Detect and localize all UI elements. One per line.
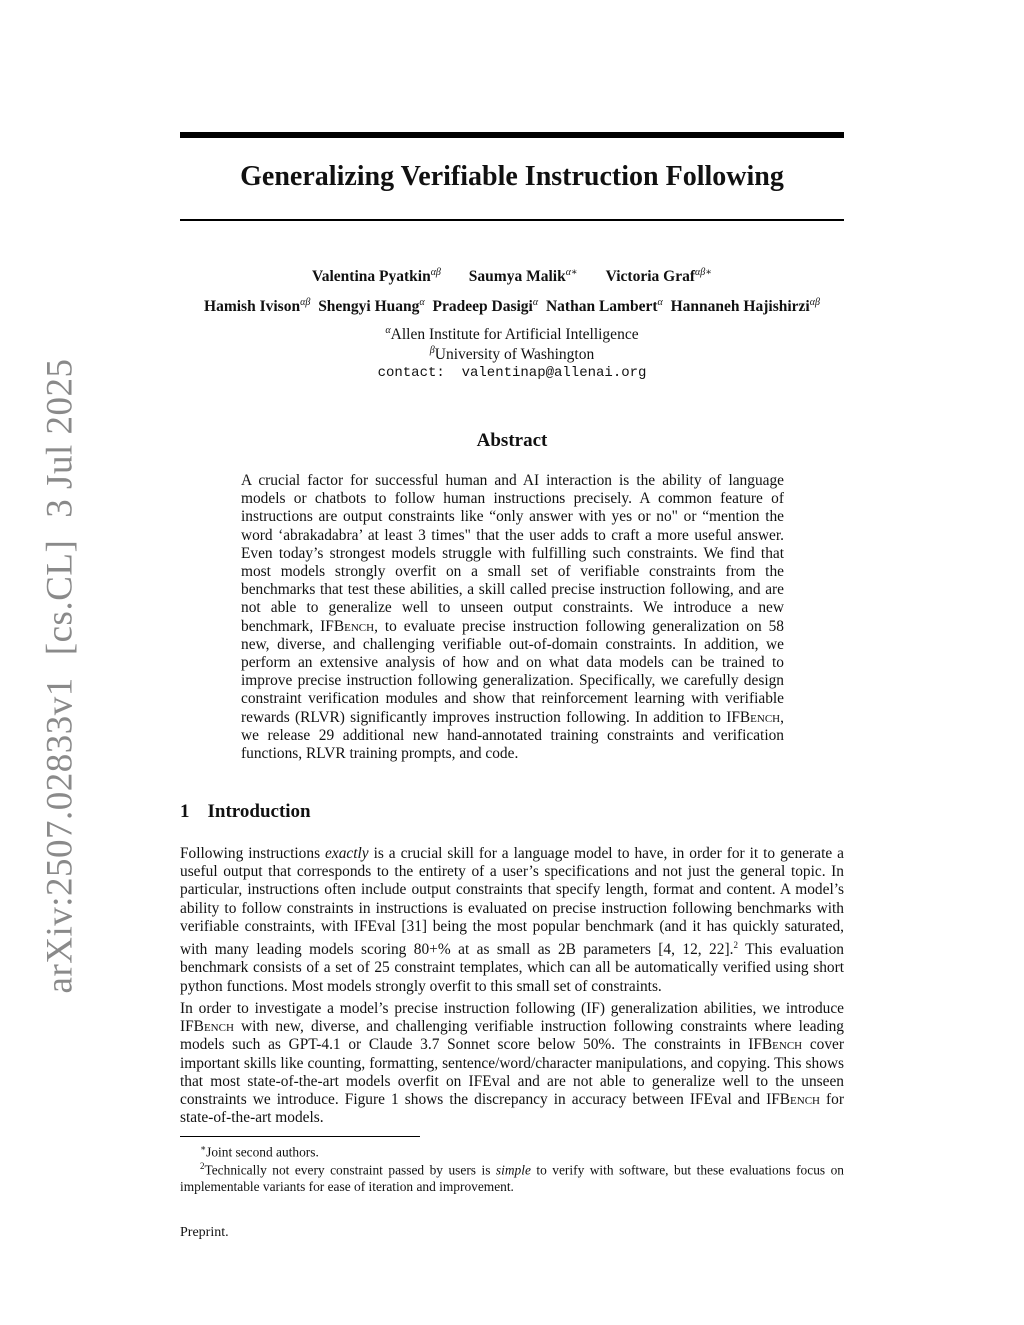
affiliation-mark: α	[385, 325, 391, 336]
section-title: Introduction	[207, 801, 311, 822]
author: Hamish Ivison$^{\alpha\beta}$	[204, 297, 311, 316]
author-affiliation-mark: α	[657, 297, 663, 308]
author: Shengyi Huang$^\alpha$	[318, 297, 425, 316]
footnote-ref: 2	[733, 940, 738, 951]
title-top-rule	[180, 132, 844, 138]
intro-paragraph-1: Following instructions exactly is a crucial skill for a language model to have, in order for it to generate a useful output that corresponds to the entirety of a user’s specifications and not just the general topic. In particular, instructions often include output constraints that specify length, format and content. A model’s ability to follow constraints in instructions is evaluated on precise instruction following benchmarks with verifiable constraints, with IFEval [31] being the most popular benchmark (and it has quickly saturated, with many leading models scoring 80+% at as small as 2B parameters [4, 12, 22].$^2$ This evaluation benchmark consists of a set of 25 constraint templates, which can all be automatically verified using short python functions. Most models strongly overfit to this small set of constraints.	[180, 845, 844, 995]
preprint-footer: Preprint.	[180, 1225, 229, 1240]
contact-email: contact: valentinap@allenai.org	[377, 365, 647, 381]
author-row-1	[180, 267, 844, 286]
footnote-2: $^2$Technically not every constraint passed by users is simple to verify with software, but these evaluations focus on implementable variants for ease of iteration and improvement.	[180, 1161, 844, 1194]
author-affiliation-mark: α∗	[565, 267, 578, 278]
arxiv-id: arXiv:2507.02833v1	[39, 677, 81, 994]
footnote-mark: 2	[200, 1161, 205, 1171]
section-heading-introduction	[180, 801, 311, 823]
author-affiliation-mark: αβ	[809, 297, 820, 308]
footnote-1: ∗Joint second authors.	[200, 1143, 319, 1160]
author-affiliation-mark: αβ	[300, 297, 311, 308]
author-row-2	[180, 297, 844, 316]
benchmark-name: IFBench	[726, 708, 781, 726]
emphasis: exactly	[325, 845, 369, 862]
author: Victoria Graf$^{\alpha\beta∗}$	[605, 267, 713, 286]
section-number: 1	[180, 801, 190, 822]
arxiv-date: 3 Jul 2025	[39, 358, 81, 518]
author-affiliation-mark: α	[532, 297, 539, 308]
affiliation-uw: $^\beta$University of Washington	[429, 345, 595, 364]
emphasis: simple	[495, 1162, 531, 1178]
author: Valentina Pyatkin$^{\alpha\beta}$	[311, 267, 441, 286]
author-affiliation-mark: αβ∗	[694, 267, 713, 278]
paper-title: Generalizing Verifiable Instruction Following	[240, 161, 784, 192]
benchmark-name: IFBench	[766, 1091, 820, 1109]
footnote-rule	[180, 1136, 420, 1137]
intro-paragraph-2: In order to investigate a model’s precise instruction following (IF) generalization abilities, we introduce IFBench with new, diverse, and challenging verifiable instruction following constraints where leading models such as GPT-4.1 or Claude 3.7 Sonnet score below 50%. The constraints in IFBench cover important skills like counting, formatting, sentence/word/character manipulations, and copying. This shows that most state-of-the-art models overfit on IFEval and are not able to generalize well to the unseen constraints we introduce. Figure 1 shows the discrepancy in accuracy between IFEval and IFBench for state-of-the-art models.	[180, 1000, 845, 1127]
author: Hannaneh Hajishirzi$^{\alpha\beta}$	[670, 297, 820, 316]
author: Saumya Malik$^{\alpha∗}$	[468, 267, 578, 286]
benchmark-name: IFBench	[180, 1018, 234, 1036]
author: Pradeep Dasigi$^\alpha$	[432, 297, 539, 316]
footnote-mark: ∗	[200, 1143, 207, 1153]
affiliation-mark: β	[429, 345, 435, 356]
author: Nathan Lambert$^\alpha$	[545, 297, 663, 316]
affiliation-ai2: $^\alpha$Allen Institute for Artificial Intelligence	[385, 325, 639, 344]
author-affiliation-mark: α	[419, 297, 425, 308]
benchmark-name: IFBench	[748, 1036, 803, 1054]
arxiv-sidebar-stamp	[39, 337, 82, 994]
abstract-text: A crucial factor for successful human and AI interaction is the ability of language models or chatbots to follow human instructions precisely. A common feature of instructions are output constraints like “only answer with yes or no" or “mention the word ‘abrakadabra’ at least 3 times" that the user adds to craft a more useful answer. Even today’s strongest models struggle with fulfilling such constraints. We find that most models strongly overfit on a small set of verifiable constraints from the benchmarks that test these abilities, a skill called precise instruction following, and are not able to generalize well to unseen output constraints. We introduce a new benchmark, IFBench, to evaluate precise instruction following generalization on 58 new, diverse, and challenging verifiable out-of-domain constraints. In addition, we perform an extensive analysis of how and on what data models can be trained to improve precise instruction following generalization. Specifically, we carefully design constraint verification modules and show that reinforcement learning with verifiable rewards (RLVR) significantly improves instruction following. In addition to IFBench, we release 29 additional new hand-annotated training constraints and verification functions, RLVR training prompts, and code.	[241, 472, 784, 763]
author-affiliation-mark: αβ	[430, 267, 441, 278]
benchmark-name: IFBench	[320, 617, 375, 635]
title-bottom-rule	[180, 219, 844, 221]
arxiv-category: [cs.CL]	[39, 539, 81, 656]
abstract-heading: Abstract	[476, 430, 548, 451]
